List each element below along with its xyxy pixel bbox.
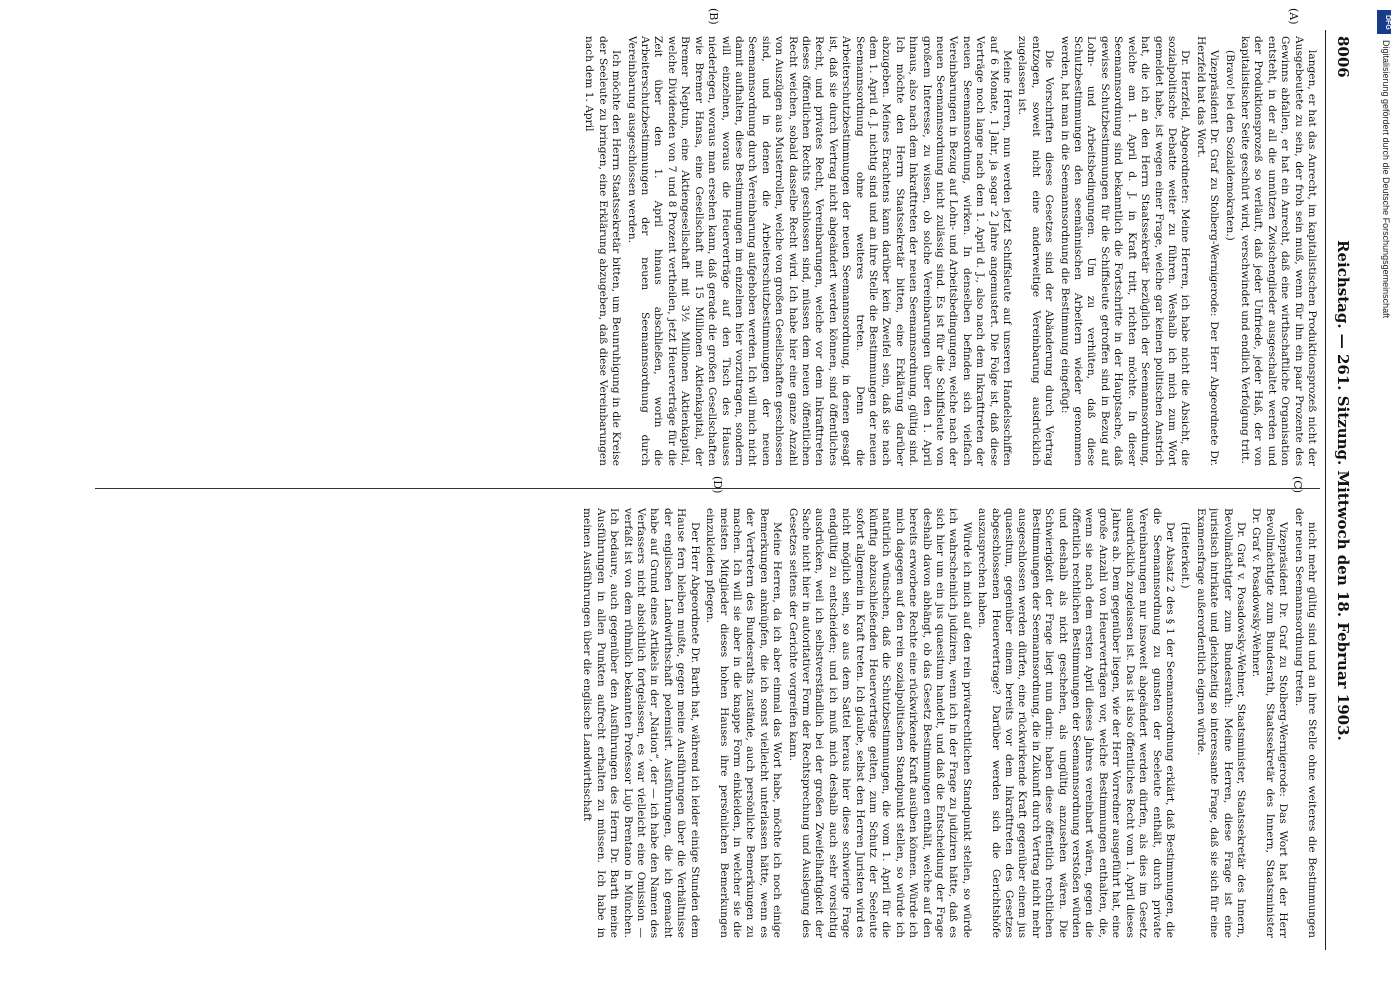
left-paragraph: Ich möchte den Herrn Staatssekretär bitten, um Beunruhigung in die Kreise der Seeleute zu bringen, eine Erklärung abzugeben, daß diese Vereinbarungen nach dem 1. April — [583, 36, 623, 466]
right-paragraph: (Heiterkeit.) — [1179, 522, 1192, 589]
left-paragraph: (Bravo! bei den Sozialdemokraten.) — [1223, 50, 1236, 241]
right-paragraph: Vizepräsident Dr. Graf zu Stolberg-Wernigerode: Das Wort hat der Herr Bevollmächtigte zum Bundesrath, Staatssekretär des Innern, Staatsminister Dr. Graf v. Posadowsky-Wehner. — [1250, 508, 1290, 938]
document-page — [70, 8, 1360, 950]
right-paragraph: Meine Herren, da ich aber einmal das Wort habe, möchte ich noch einige Bemerkungen anknüpfen, die ich sonst vielleicht unterlassen hätte, wenn es der Vertretern des Bundesraths zustände, auch persönliche Bemerkungen zu machen. Ich will sie aber in die knappe Form einkleiden, in welcher sie die meisten Mitglieder dieses hohen Hauses ihre persönlichen Bemerkungen einzukleiden pflegen. — [704, 508, 784, 938]
right-paragraph: nicht mehr gültig sind und an ihre Stelle ohne weiteres die Bestimmungen der neuen Seemannsordnung treten. — [1292, 508, 1318, 938]
left-paragraph: Vizepräsident Dr. Graf zu Stolberg-Wernigerode: Der Herr Abgeordnete Dr. Herzfeld hat das Wort. — [1194, 36, 1221, 466]
left-column — [98, 36, 1318, 466]
margin-mark-c: (C) — [1291, 476, 1304, 493]
page-number: 8006 — [1334, 36, 1352, 78]
margin-mark-d: (D) — [711, 476, 724, 494]
left-paragraph: Die Vorschriften dieses Gesetzes sind der Abänderung durch Vertrag entzogen, soweit nicht eine anderweitige Vereinbarung ausdrücklich zugelassen ist. — [1016, 36, 1056, 466]
margin-mark-b: (B) — [707, 8, 720, 25]
running-title: Reichstag. — 261. Sitzung. Mittwoch den 18. Februar 1903. — [1334, 240, 1352, 741]
column-divider — [95, 488, 1320, 489]
right-paragraph: Würde ich mich auf den rein privatrechtlichen Standpunkt stellen, so würde ich wahrscheinlich judiziren, wenn ich in der Frage zu judiziren hätte, daß es sich hier um ein jus quaesitum handelt, und daß die Entscheidung der Frage deshalb davon abhängt, ob das Gesetz Bestimmungen enthält, welche auf den bereits erworbene Rechte eine rückwirkende Kraft ausüben können. Würde ich mich dagegen auf den rein sozialpolitischen Standpunkt stellen, so würde ich natürlich wünschen, daß die Schutzbestimmungen, die vom 1. April für die künftig abzuschließenden Heuerverträge gelten, zum Schutz der Seeleute sofort allgemein in Kraft treten. Ich glaube, selbst den Herren Juristen wird es nicht möglich sein, so aus dem Sattel heraus hier diese schwierige Frage endgültig zu entscheiden; und ich muß mich deshalb auch sehr vorsichtig ausdrücken, weil ich selbstverständlich bei der großen Zweifelhaftigkeit der Sache nicht hier in autoritativer Form der Rechtsprechung und Auslegung des Gesetzes seitens der Gerichte vorgreifen kann. — [786, 508, 973, 938]
left-paragraph: Meine Herren, nun werden jetzt Schiffsleute auf unseren Handelsschiffen auf 6 Monate, 1 Jahr, ja sogar 2 Jahre angemustert. Die Folge ist, daß diese Verträge noch lange nach dem 1. April d. J., also nach dem Inkrafttreten der neuen Seemannsordnung, wirken. In denselben befinden sich vielfach Vereinbarungen in Bezug auf Lohn- und Arbeitsbedingungen, welche nach der neuen Seemannsordnung nicht zulässig sind. Es ist für die Schiffsleute von großem Interesse, zu wissen, ob solche Vereinbarungen über den 1. April hinaus, also nach dem Inkrafttreten der neuen Seemannsordnung, gültig sind. Ich möchte den Herrn Staatssekretär bitten, eine Erklärung darüber abzugeben. Meines Erachtens kann darüber kein Zweifel sein, daß sie nach dem 1. April d. J. nichtig sind und an ihre Stelle die Bestimmungen der neuen Seemannsordnung ohne weiteres treten. Denn die Arbeiterschutzbestimmungen der neuen Seemannsordnung, in denen gesagt ist, daß sie durch Vertrag nicht abgeändert werden können, sind öffentliches Recht, und privates Recht, Vereinbarungen, welche vor dem Inkrafttreten dieses öffentlichen Rechts geschlossen sind, müssen dem neuen öffentlichen Recht weichen, sobald dasselbe Recht wird. Ich habe hier eine ganze Anzahl von Auszügen aus Musterrollen, welche von großen Gesellschaften geschlossen sind, und in denen die Arbeiterschutzbestimmungen der neuen Seemannsordnung durch Vereinbarung aufgehoben werden. Ich will mich nicht damit aufhalten, diese Bestimmungen im einzelnen hier vorzutragen, sondern will einzelnen, woraus die Heuerverträge auf den Tisch des Hauses niederlegen, woraus man ersehen kann, daß gerade die großen Gesellschaften wie Bremer Hansa, eine Gesellschaft mit 15 Millionen Aktienkapital, der Bremer Neptun, eine Aktiengesellschaft mit 3½ Millionen Aktienkapital, welche Dividenden von 7 und 8 Prozent vertheilen, jetzt Heuerverträge für die Zeit über den 1. April hinaus abschließen, worin die Arbeiterschutzbestimmungen der neuen Seemannsordnung durch Vereinbarung ausgeschlossen werden. — [625, 36, 1014, 466]
page-header — [1325, 30, 1360, 950]
right-paragraph: Der Absatz 2 des § 1 der Seemannsordnung erklärt, daß Bestimmungen, die die Seemannsordnung zu gunsten der Seeleute enthält, durch private Vereinbarungen nur insoweit abgeändert werden dürfen, als dies im Gesetz ausdrücklich zugelassen ist. Das ist also öffentliches Recht vom 1. April dieses Jahres ab. Dem gegenüber liegen, wie der Herr Vorredner ausgeführt hat, eine große Anzahl von Heuerverträgen vor, welche Bestimmungen enthalten, die, wenn sie nach dem ersten April dieses Jahres vereinbart wären, gegen die öffentlich rechtlichen Bestimmungen der Seemannsordnung verstoßen würden und deshalb als nicht geschehen, als ungültig anzusehen wären. Die Schwierigkeit der Frage liegt nun darin: haben diese öffentlich rechtlichen Bestimmungen der Seemannsordnung, die in Zukunft durch Vertrag nicht mehr ausgeschlossen werden dürfen, eine rückwirkende Kraft gegenüber einem jus quaesitum, gegenüber einem bereits vor dem Inkrafttreten des Gesetzes abgeschlossenen Heuervertrage? Darüber werden sich die Gerichtshöfe auszusprechen haben. — [976, 508, 1176, 938]
watermark-text: Digitalisierung gefördert durch die Deutsche Forschungsgemeinschaft — [1381, 40, 1391, 319]
dfg-watermark — [1377, 10, 1391, 990]
dfg-logo: DFG — [1377, 10, 1391, 34]
left-paragraph: Dr. Herzfeld, Abgeordneter: Meine Herren, ich habe nicht die Absicht, die sozialpolitische Debatte weiter zu führen. Weshalb ich mich zum Wort gemeldet habe, ist wegen einer Frage, welche gar keinen politischen Anstrich hat, die ich an den Herrn Staatssekretär bezüglich der Seemannsordnung, welche am 1. April d. J. in Kraft tritt, richten möchte. In dieser Seemannsordnung sind bekanntlich die Fortschritte in der Hauptsache, daß gewisse Schutzbestimmungen für die Schiffsleute getroffen sind in Bezug auf Lohn- und Arbeitsbedingungen. Um zu verhüten, daß diese Schutzbestimmungen den seemännischen Arbeitern wieder genommen werden, hat man in die Seemannsordnung die Bestimmung eingefügt: — [1058, 36, 1192, 466]
left-paragraph: langen, er hat das Anrecht, im kapitalistischen Produktionsprozeß nicht der Ausgebeutete zu sein, der froh sein muß, wenn für ihn ein paar Prozente des Gewinns abfallen, er hat ein Anrecht, daß eine wirthschaftliche Organisation entsteht, in der all die unnützen Zwischenglieder ausgeschaltet werden und der Produktionsprozeß so verläuft, daß jeder Unfriede, jeder Haß, der von kapitalistischer Seite geschürt wird, verschwindet und endlich Verfolgung tritt. — [1238, 36, 1318, 466]
right-paragraph: Dr. Graf v. Posadowsky-Wehner, Staatsminister, Staatssekretär des Innern, Bevollmächtigter zum Bundesrath: Meine Herren, diese Frage ist eine juristisch intrikate und gleichzeitig so interessante Frage, daß sie sich für eine Examensfrage außerordentlich eignen würde. — [1194, 508, 1247, 938]
margin-mark-a: (A) — [1287, 8, 1300, 25]
right-column — [98, 508, 1318, 938]
right-paragraph: Der Herr Abgeordnete Dr. Barth hat, während ich leider einige Stunden dem Hause fern bleiben mußte, gegen meine Ausführungen über die Verhältnisse der englischen Landwirthschaft polemisirt. Ausführungen, die ich gemacht habe auf Grund eines Artikels in der „Nation“, der — ich habe den Namen des Verfassers nicht absichtlich fortgelassen, es war vielleicht eine Omission — verfaßt ist von dem rühmlich bekannten Professor Lujo Brentano in München. Ich bedaure, auch gegenüber den Ausführungen des Herrn Dr. Barth meine Ausführungen in allen Punkten aufrecht erhalten zu müssen. Ich habe in meinen Ausführungen über die englische Landwirthschaft — [581, 508, 701, 938]
